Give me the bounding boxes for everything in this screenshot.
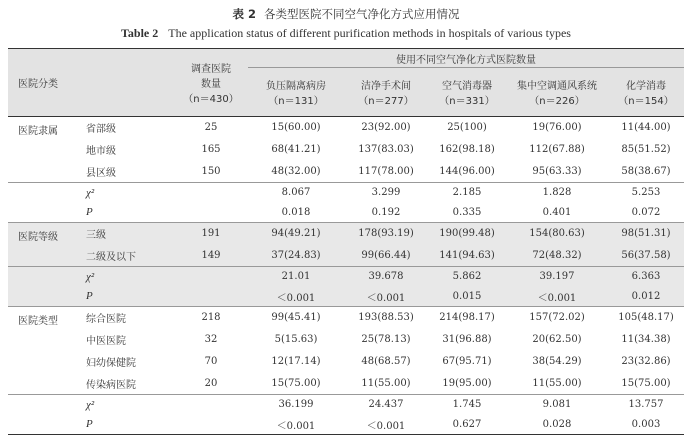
cell-value: 95(63.33)	[532, 165, 582, 177]
row-label: 三级	[84, 223, 174, 245]
header-method: 负压隔离病房 （n＝131）	[248, 68, 344, 117]
cell-value: 99(66.44)	[344, 245, 428, 267]
p-value: 0.192	[371, 206, 401, 218]
p-value: 0.072	[631, 206, 661, 218]
p-value-row	[8, 203, 684, 223]
section-type-stats	[8, 395, 684, 435]
p-value: ＜0.001	[506, 287, 608, 307]
table-row	[8, 351, 684, 373]
chi-square-row	[8, 267, 684, 287]
cell-value: 94(49.21)	[248, 223, 344, 245]
p-label: P	[84, 415, 174, 435]
cell-value: 190(99.48)	[428, 223, 506, 245]
row-count: 218	[174, 307, 248, 329]
cell-value: 178(93.19)	[344, 223, 428, 245]
row-label: 传染病医院	[86, 379, 136, 391]
cell-value: 48(68.57)	[361, 356, 411, 367]
chi-value: 36.199	[248, 395, 344, 415]
cell-value: 85(51.52)	[621, 144, 671, 155]
cell-value: 162(98.18)	[439, 144, 495, 155]
cell-value: 48(32.00)	[271, 165, 321, 177]
p-value: 0.015	[428, 287, 506, 307]
cell-value: 19(95.00)	[442, 377, 492, 389]
chi-value: 21.01	[248, 267, 344, 287]
cell-value: 137(83.03)	[358, 144, 414, 155]
cell-value: 112(67.88)	[529, 144, 585, 155]
table-row	[8, 117, 684, 139]
p-value-row	[8, 415, 684, 435]
table-row	[8, 307, 684, 329]
section-affiliation-stats	[8, 183, 684, 223]
cell-value: 56(37.58)	[608, 245, 684, 267]
cell-value: 11(34.38)	[621, 334, 671, 345]
p-value: ＜0.001	[344, 287, 428, 307]
p-value: 0.627	[428, 415, 506, 435]
chi-label: χ²	[84, 183, 174, 203]
chi-square-row	[8, 183, 684, 203]
cell-value: 98(51.31)	[608, 223, 684, 245]
p-value: 0.018	[281, 206, 311, 218]
p-label: P	[84, 287, 174, 307]
cell-value: 193(88.53)	[344, 307, 428, 329]
p-value-row	[8, 287, 684, 307]
row-count: 149	[174, 245, 248, 267]
p-value: 0.012	[608, 287, 684, 307]
cell-value: 144(96.00)	[439, 165, 495, 177]
cell-value: 19(76.00)	[532, 122, 582, 134]
chi-square-row	[8, 395, 684, 415]
cell-value: 141(94.63)	[428, 245, 506, 267]
chi-value: 8.067	[248, 183, 344, 203]
cell-value: 12(17.14)	[271, 356, 321, 367]
chi-value: 5.862	[428, 267, 506, 287]
cell-value: 37(24.83)	[248, 245, 344, 267]
chi-value: 6.363	[608, 267, 684, 287]
row-label: 县区级	[86, 167, 116, 179]
header-method: 化学消毒 （n＝154）	[608, 68, 684, 117]
cell-value: 67(95.71)	[442, 356, 492, 367]
p-label: P	[86, 206, 93, 219]
cell-value: 25(100)	[447, 122, 487, 134]
row-label: 省部级	[86, 124, 116, 136]
chi-value: 39.197	[506, 267, 608, 287]
header-survey-line2: 数量	[201, 79, 221, 90]
chi-value: 5.253	[608, 183, 684, 203]
cell-value: 105(48.17)	[608, 307, 684, 329]
cell-value: 38(54.29)	[532, 356, 582, 367]
chi-value: 24.437	[344, 395, 428, 415]
chi-value: 9.081	[506, 395, 608, 415]
section-type	[8, 307, 684, 395]
chi-value: 13.757	[608, 395, 684, 415]
row-label: 地市级	[86, 146, 116, 157]
chi-value: 39.678	[344, 267, 428, 287]
p-value: ＜0.001	[248, 415, 344, 435]
cell-value: 20(62.50)	[532, 334, 582, 345]
row-label: 妇幼保健院	[86, 358, 136, 369]
table-row	[8, 139, 684, 161]
table-title-cn	[0, 6, 692, 22]
table-title-en	[0, 26, 692, 41]
section-affiliation	[8, 117, 684, 183]
header-survey-line1: 调查医院	[191, 64, 231, 75]
chi-label: χ²	[84, 267, 174, 287]
cell-value: 214(98.17)	[428, 307, 506, 329]
table-row	[8, 329, 684, 351]
p-value: 0.401	[542, 206, 572, 218]
row-count: 150	[201, 165, 221, 177]
cell-value: 58(38.67)	[621, 165, 671, 177]
cell-value: 154(80.63)	[506, 223, 608, 245]
row-count: 70	[204, 356, 218, 367]
p-value: 0.028	[506, 415, 608, 435]
table-row	[8, 373, 684, 395]
p-value: 0.335	[452, 206, 482, 218]
cell-value: 15(75.00)	[621, 377, 671, 389]
cell-value: 11(55.00)	[361, 377, 411, 389]
cell-value: 72(48.32)	[506, 245, 608, 267]
section-name: 医院类型	[8, 307, 84, 395]
header-method: 空气消毒器 （n＝331）	[428, 68, 506, 117]
cell-value: 11(55.00)	[532, 377, 582, 389]
row-count: 165	[201, 144, 221, 155]
cell-value: 31(96.88)	[442, 334, 492, 345]
row-count: 20	[204, 377, 218, 389]
section-level	[8, 223, 684, 267]
cell-value: 157(72.02)	[506, 307, 608, 329]
p-value: 0.003	[608, 415, 684, 435]
table-row	[8, 223, 684, 245]
row-count: 25	[204, 122, 218, 134]
header-survey-count	[174, 49, 248, 117]
cell-value: 23(32.86)	[621, 356, 671, 367]
cell-value: 23(92.00)	[361, 122, 411, 134]
row-count: 32	[204, 334, 218, 345]
table-number-cn: 表 2	[232, 7, 256, 21]
cell-value: 11(44.00)	[621, 122, 671, 134]
header-survey-n: （n＝430）	[183, 94, 239, 105]
cell-value: 25(78.13)	[361, 334, 411, 345]
chi-value: 3.299	[344, 183, 428, 203]
section-name: 医院等级	[8, 223, 84, 267]
table-caption-en: The application status of different purification methods in hospitals of various types	[168, 26, 571, 40]
cell-value: 15(75.00)	[271, 377, 321, 389]
data-table	[8, 48, 684, 435]
header-method: 洁净手术间 （n＝277）	[344, 68, 428, 117]
header-method: 集中空调通风系统 （n＝226）	[506, 68, 608, 117]
chi-value: 2.185	[428, 183, 506, 203]
header-category: 医院分类	[8, 49, 174, 117]
cell-value: 117(78.00)	[358, 165, 414, 177]
table-row	[8, 161, 684, 183]
table-number-en: Table 2	[121, 26, 159, 40]
cell-value: 15(60.00)	[271, 122, 321, 134]
row-label: 二级及以下	[84, 245, 174, 267]
section-level-stats	[8, 267, 684, 307]
chi-value: 1.745	[428, 395, 506, 415]
section-name: 医院隶属	[18, 126, 58, 137]
p-value: ＜0.001	[344, 415, 428, 435]
chi-value: 1.828	[506, 183, 608, 203]
row-count: 191	[174, 223, 248, 245]
cell-value: 99(45.41)	[248, 307, 344, 329]
header-method-group: 使用不同空气净化方式医院数量	[248, 49, 684, 68]
cell-value: 68(41.21)	[271, 144, 321, 155]
row-label: 中医医院	[86, 336, 126, 347]
table-row	[8, 245, 684, 267]
row-label: 综合医院	[84, 307, 174, 329]
table-caption-cn: 各类型医院不同空气净化方式应用情况	[264, 7, 460, 21]
chi-label: χ²	[84, 395, 174, 415]
cell-value: 5(15.63)	[274, 334, 318, 345]
p-value: ＜0.001	[248, 287, 344, 307]
